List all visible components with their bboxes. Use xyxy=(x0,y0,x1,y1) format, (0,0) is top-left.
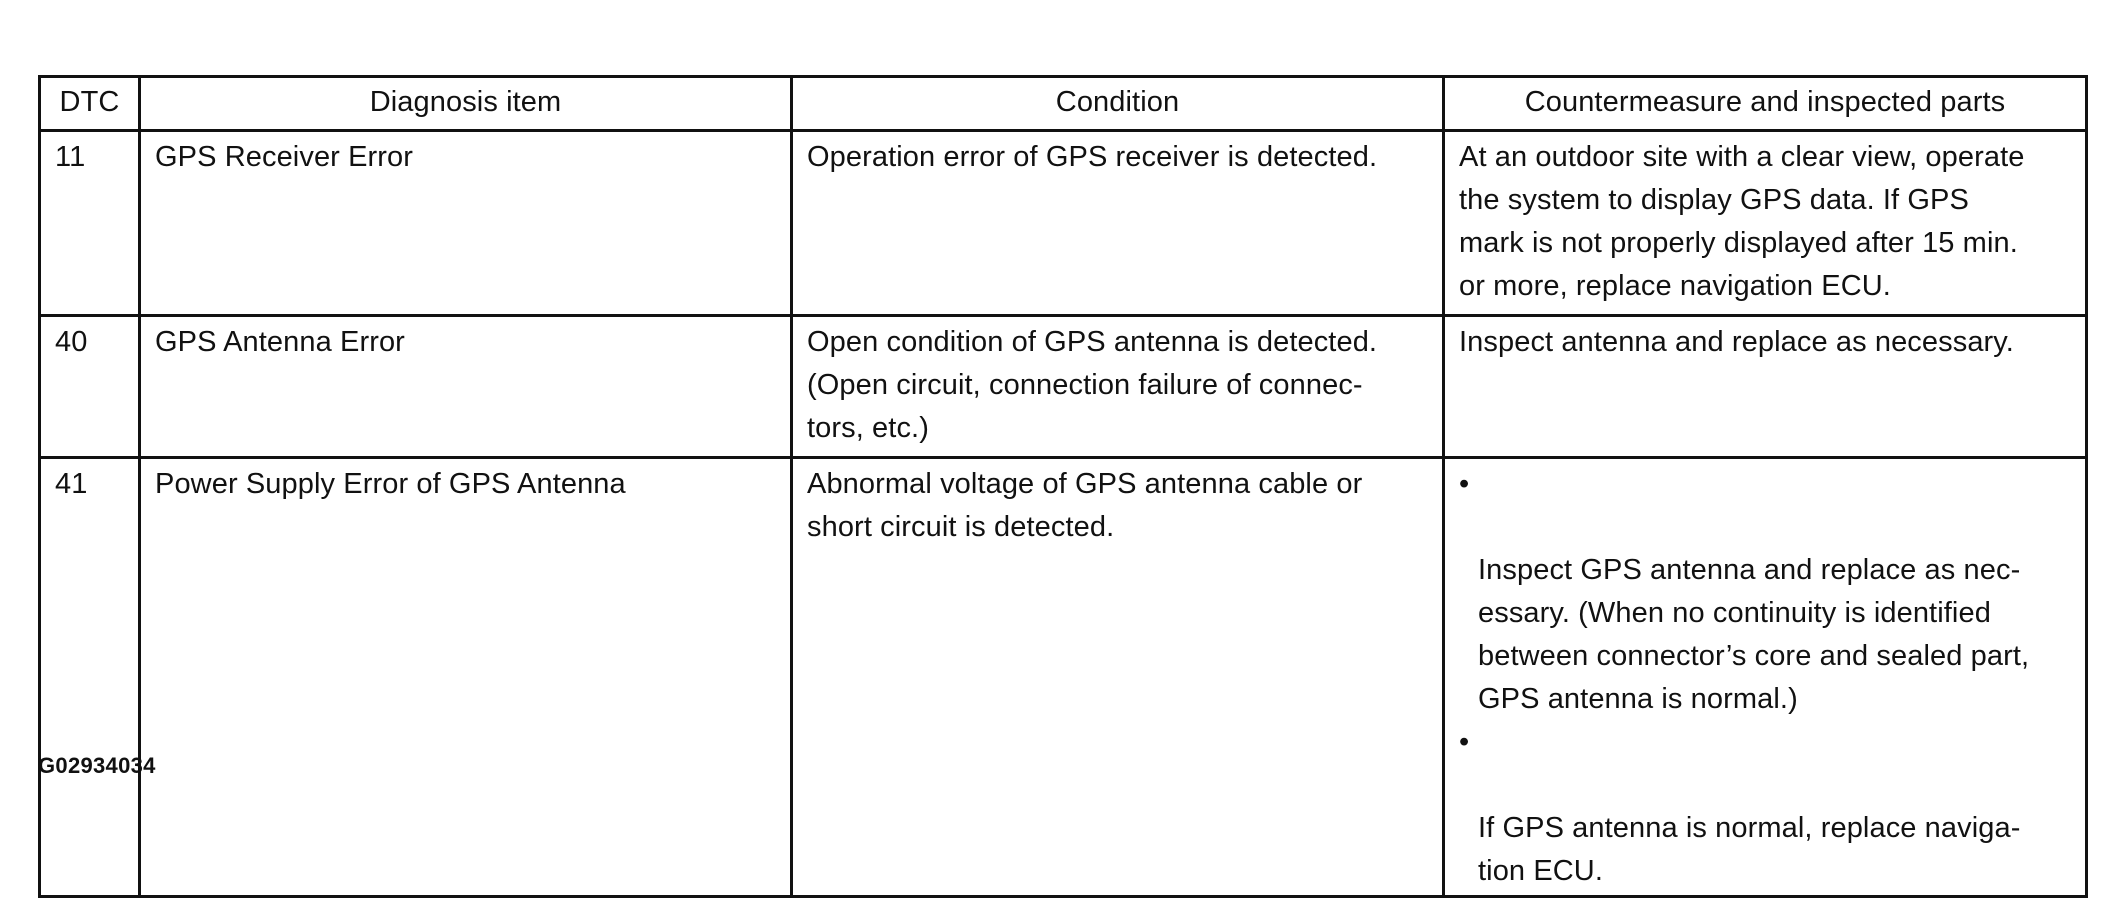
header-condition: Condition xyxy=(792,77,1444,131)
cell-condition: Operation error of GPS receiver is detected. xyxy=(792,131,1444,316)
list-item xyxy=(1459,463,2071,721)
diagnostic-trouble-code-table xyxy=(38,75,2088,898)
cell-dtc: 11 xyxy=(40,131,140,316)
cell-condition: Abnormal voltage of GPS antenna cable or short circuit is detected. xyxy=(792,458,1444,897)
cell-diagnosis-item: Power Supply Error of GPS Antenna xyxy=(140,458,792,897)
figure-code: G02934034 xyxy=(38,753,156,778)
list-item-text: Inspect GPS antenna and replace as nec- essary. (When no continuity is identified between connector’s core and sealed part, GPS antenna is normal.) xyxy=(1478,554,2030,715)
header-dtc: DTC xyxy=(40,77,140,131)
list-item-text: If GPS antenna is normal, replace naviga- tion ECU. xyxy=(1478,812,2021,887)
cell-dtc: 40 xyxy=(40,316,140,458)
table-row xyxy=(40,458,2087,897)
bullet-icon: • xyxy=(1459,468,1470,500)
bullet-icon: • xyxy=(1459,726,1470,758)
cell-diagnosis-item: GPS Antenna Error xyxy=(140,316,792,458)
countermeasure-list xyxy=(1459,463,2071,893)
cell-condition: Open condition of GPS antenna is detected. (Open circuit, connection failure of connec- tors, etc.) xyxy=(792,316,1444,458)
header-diagnosis-item: Diagnosis item xyxy=(140,77,792,131)
cell-dtc: 41 xyxy=(40,458,140,897)
cell-diagnosis-item: GPS Receiver Error xyxy=(140,131,792,316)
table-row xyxy=(40,131,2087,316)
cell-countermeasure: At an outdoor site with a clear view, operate the system to display GPS data. If GPS mark is not properly displayed after 15 min. or more, replace navigation ECU. xyxy=(1444,131,2087,316)
table-row xyxy=(40,316,2087,458)
cell-countermeasure xyxy=(1444,458,2087,897)
header-countermeasure: Countermeasure and inspected parts xyxy=(1444,77,2087,131)
cell-countermeasure: Inspect antenna and replace as necessary. xyxy=(1444,316,2087,458)
list-item xyxy=(1459,721,2071,893)
table-header-row xyxy=(40,77,2087,131)
